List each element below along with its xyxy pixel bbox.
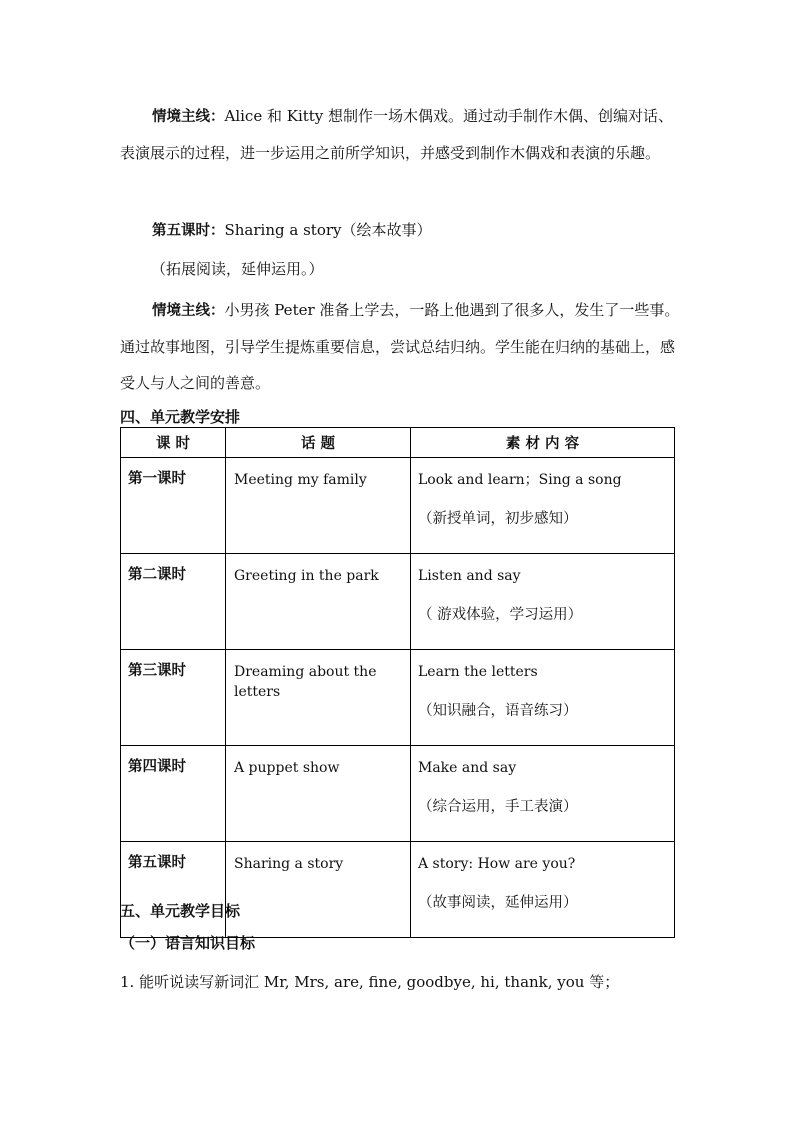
topic-text: Greeting in the park [234, 568, 379, 584]
material-note: （新授单词，初步感知） [418, 511, 578, 527]
lesson-cell: 第一课时 [121, 458, 226, 554]
section-5-subheading: （一）语言知识目标 [120, 934, 256, 952]
header-lesson: 课 时 [121, 428, 226, 458]
lesson-cell: 第五课时 [121, 842, 226, 938]
table-header-row [121, 428, 675, 458]
lesson-cell: 第四课时 [121, 746, 226, 842]
scene-4-paragraph [120, 98, 680, 171]
header-topic: 话 题 [226, 428, 411, 458]
lesson-cell: 第三课时 [121, 650, 226, 746]
table-row [121, 458, 675, 554]
material-note: （ 游戏体验，学习运用） [418, 607, 583, 623]
table-row [121, 650, 675, 746]
table-row [121, 554, 675, 650]
material-text: Make and say [418, 760, 517, 776]
material-text: Learn the letters [418, 664, 538, 680]
section-5-heading: 五、单元教学目标 [120, 902, 241, 920]
material-text: Look and learn；Sing a song [418, 472, 622, 488]
material-cell [411, 554, 675, 650]
topic-cell [226, 554, 411, 650]
lesson-cell: 第二课时 [121, 554, 226, 650]
table-row [121, 842, 675, 938]
topic-text: Meeting my family [234, 472, 367, 488]
lesson-5-text: Sharing a story（绘本故事） [224, 221, 432, 239]
topic-cell [226, 458, 411, 554]
lesson-5-note: （拓展阅读，延伸运用。） [151, 260, 324, 278]
topic-text: Sharing a story [234, 856, 344, 872]
topic-text: Dreaming about the letters [234, 664, 377, 700]
material-note: （知识融合，语音练习） [418, 703, 578, 719]
topic-text: A puppet show [234, 760, 340, 776]
schedule-table [120, 427, 675, 938]
material-cell [411, 842, 675, 938]
scene-4-lead: 情境主线： [152, 109, 225, 125]
material-text: Listen and say [418, 568, 521, 584]
material-cell [411, 746, 675, 842]
material-note: （综合运用，手工表演） [418, 799, 578, 815]
table-row [121, 746, 675, 842]
scene-5-paragraph [120, 292, 680, 401]
material-cell [411, 458, 675, 554]
objective-item-1: 1. 能听说读写新词汇 Mr, Mrs, are, fine, goodbye, hi, thank, you 等； [120, 973, 620, 991]
lesson-5-intro [120, 212, 680, 249]
scene-4-text: Alice 和 Kitty 想制作一场木偶戏。通过动手制作木偶、创编对话、表演展示的过程，进一步运用之前所学知识，并感受到制作木偶戏和表演的乐趣。 [120, 107, 674, 162]
topic-cell [226, 650, 411, 746]
scene-5-lead: 情境主线： [152, 303, 225, 319]
material-cell [411, 650, 675, 746]
lesson-5-lead: 第五课时： [152, 223, 225, 239]
topic-cell [226, 842, 411, 938]
section-4-heading: 四、单元教学安排 [120, 408, 241, 426]
material-text: A story: How are you? [418, 856, 576, 872]
topic-cell [226, 746, 411, 842]
material-note: （故事阅读，延伸运用） [418, 895, 578, 911]
header-material: 素 材 内 容 [411, 428, 675, 458]
scene-5-text: 小男孩 Peter 准备上学去，一路上他遇到了很多人，发生了一些事。通过故事地图，引导学生提炼重要信息，尝试总结归纳。学生能在归纳的基础上，感受人与人之间的善意。 [120, 301, 680, 392]
